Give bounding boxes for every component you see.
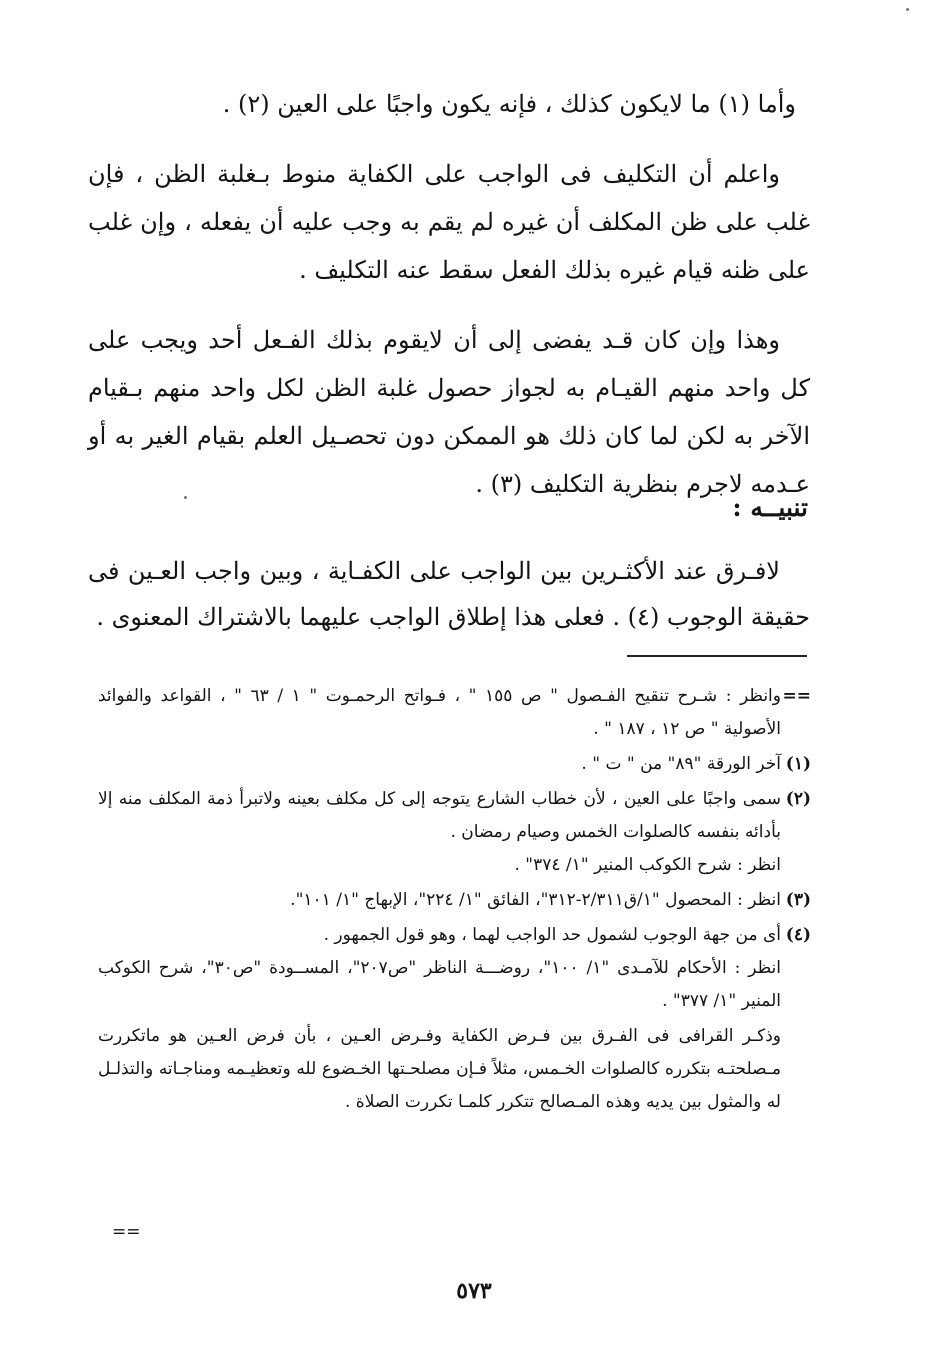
footnote-3 (98, 884, 811, 917)
section-heading: تنبيــه : (732, 493, 808, 522)
footnotes (98, 680, 811, 1119)
footnote-reference: انظر : الأحكام للآمـدى "١/ ١٠٠"، روضـــة الناظر "ص٢٠٧"، المســودة "ص٣٠"، شرح الكوكب المنير "١/ ٣٧٧" . (98, 958, 781, 1011)
footnote-reference: انظر : شرح الكوكب المنير "١/ ٣٧٤" . (514, 855, 781, 875)
footnote-4-extra (98, 1020, 811, 1119)
footnote-text: أى من جهة الوجوب لشمول حد الواجب لهما ، وهو قول الجمهور . (323, 925, 781, 945)
main-text (88, 80, 810, 508)
footnote-separator (627, 655, 807, 657)
footnote-number: (٤) (785, 925, 811, 945)
footnote-number: (٣) (785, 890, 811, 910)
footnote-2 (98, 783, 811, 882)
paragraph-3: وهذا وإن كان قـد يفضى إلى أن لايقوم بذلك الفـعل أحد ويجب على كل واحد منهم القيـام به لجواز حصول غلبة الظن لكل واحد منهم بـقيام الآخر به لكن لما كان ذلك هو الممكن دون تحصـيل العلم بقيام الغير به أو عـدمه لاجرم بنظرية التكليف (٣) . (88, 326, 810, 498)
continuation-mark: == (782, 686, 811, 706)
footnote-continuation (98, 680, 811, 746)
page-number: ٥٧٣ (456, 1278, 492, 1304)
footnote-text: آخر الورقة "٨٩" من " ت " . (581, 754, 781, 774)
scan-speck (184, 496, 187, 499)
footnote-number: (٢) (785, 789, 811, 809)
continuation-mark-end: == (112, 1222, 141, 1242)
footnote-1 (98, 748, 811, 781)
paragraph-1: وأما (١) ما لايكون كذلك ، فإنه يكون واجبًا على العين (٢) . (222, 90, 796, 118)
footnote-4 (98, 919, 811, 1018)
scan-speck (906, 8, 909, 11)
continuation-text: وانظر : شـرح تنقيح الفـصول " ص ١٥٥ " ، فـواتح الرحمـوت " ١ / ٦٣ " ، القواعد والفوائد الأصولية " ص ١٢ ، ١٨٧ " . (98, 686, 781, 739)
paragraph-4: لافـرق عند الأكثـرين بين الواجب على الكفـاية ، وبين واجب العـين فى حقيقة الوجوب (٤) . فعلى هذا إطلاق الواجب عليهما بالاشتراك المعنوى . (88, 557, 810, 631)
main-text-continued (88, 548, 810, 640)
footnote-text: انظر : المحصول "١/ق٢/٣١١-٣١٢"، الفائق "١/ ٢٢٤"، الإبهاج "١/ ١٠١". (290, 890, 781, 910)
footnote-number: (١) (785, 754, 811, 774)
paragraph-2: واعلم أن التكليف فى الواجب على الكفاية منوط بـغلبة الظن ، فإن غلب على ظن المكلف أن غيره لم يقم به وجب عليه أن يفعله ، وإن غلب على ظنه قيام غيره بذلك الفعل سقط عنه التكليف . (88, 160, 810, 284)
footnote-extra-text: وذكـر القرافى فى الفـرق بين فـرض الكفاية وفـرض العـين ، بأن فرض العـين هو ماتكررت مـصلحتـه بتكرره كالصلوات الخـمس، مثلاً فـإن مصلحـتها الخـضوع لله وتعظيـمه ومناجـاته والتذلـل له والمثول بين يديه وهذه المـصالح تتكرر كلمـا تكررت الصلاة . (98, 1026, 781, 1112)
footnote-text: سمى واجبًا على العين ، لأن خطاب الشارع يتوجه إلى كل مكلف بعينه ولاتبرأ ذمة المكلف منه إلا بأدائه بنفسه كالصلوات الخمس وصيام رمضان . (98, 789, 781, 842)
